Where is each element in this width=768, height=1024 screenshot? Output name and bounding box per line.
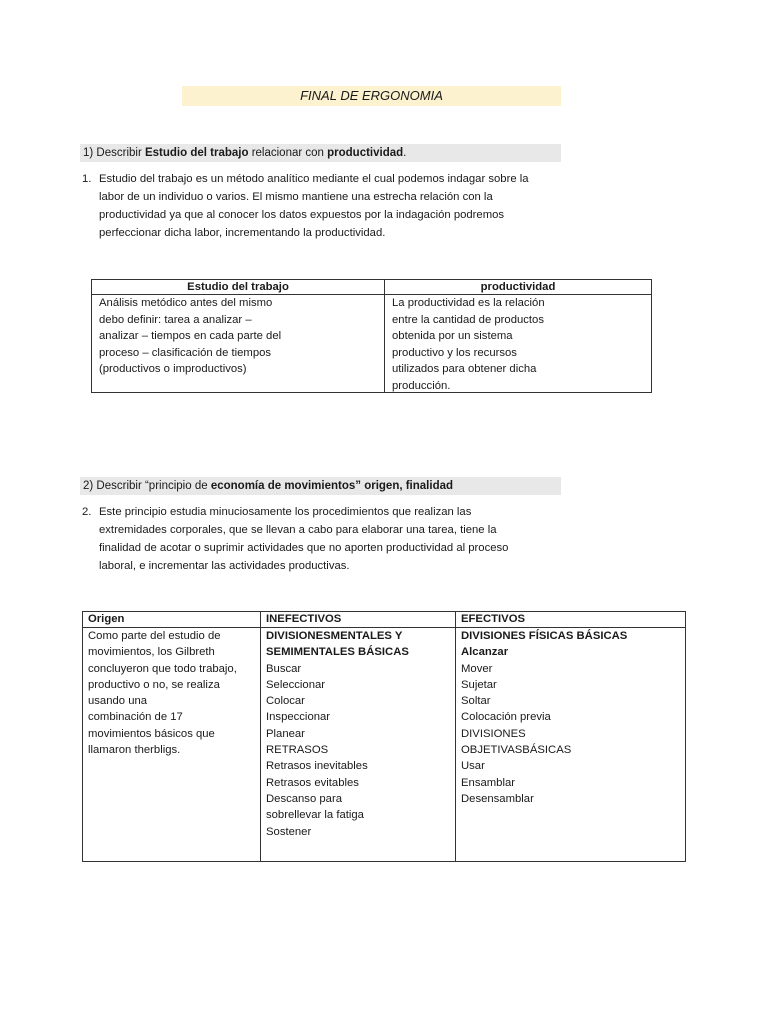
cell-line: usando una [88, 695, 148, 708]
cell-line: productivo y los recursos [392, 346, 517, 359]
cell-line: Sujetar [461, 678, 497, 691]
paragraph-line: laboral, e incrementar las actividades productivas. [99, 560, 350, 572]
paragraph-line: Este principio estudia minuciosamente los procedimientos que realizan las [99, 506, 472, 518]
cell-line: (productivos o improductivos) [99, 363, 247, 375]
paragraph-line: Estudio del trabajo es un método analítico mediante el cual podemos indagar sobre la [99, 173, 529, 185]
cell-line: RETRASOS [266, 744, 329, 757]
section-1-heading-suffix: . [403, 147, 407, 159]
cell-line-bold: Alcanzar [461, 646, 509, 659]
cell-line: La productividad es la relación [392, 297, 545, 309]
cell-line: Análisis metódico antes del mismo [99, 297, 273, 309]
cell-line: movimientos, los Gilbreth [88, 646, 215, 659]
cell-line: sobrellevar la fatiga [266, 809, 364, 822]
cell-line: Seleccionar [266, 678, 326, 691]
cell-line: Como parte del estudio de [88, 630, 221, 642]
cell-line: Planear [266, 727, 305, 740]
table-cell-inefectivos [261, 628, 456, 862]
paragraph-line: perfeccionar dicha labor, incrementando la productividad. [99, 227, 386, 239]
paragraph-line: labor de un individuo o varios. El mismo mantiene una estrecha relación con la [99, 191, 493, 203]
section-2-paragraph [80, 503, 560, 575]
cell-line: movimientos básicos que [88, 727, 215, 740]
cell-line: producción. [392, 379, 451, 392]
cell-line-bold: DIVISIONESMENTALES Y [266, 630, 403, 642]
list-number: 1. [82, 173, 92, 185]
cell-line: combinación de 17 [88, 711, 183, 724]
table-cell-efectivos [456, 628, 686, 862]
section-2-heading [80, 477, 561, 495]
section-1-heading [80, 144, 561, 162]
cell-line: Desensamblar [461, 792, 534, 805]
cell-line: productivo o no, se realiza [88, 678, 220, 691]
cell-line: Retrasos inevitables [266, 760, 368, 773]
cell-line: Sostener [266, 825, 312, 838]
cell-line-bold: DIVISIONES FÍSICAS BÁSICAS [461, 630, 628, 642]
cell-line: Retrasos evitables [266, 776, 359, 789]
cell-line: Colocar [266, 695, 305, 708]
table-header: EFECTIVOS [456, 612, 686, 628]
table-header: Estudio del trabajo [92, 280, 385, 295]
cell-line: Ensamblar [461, 776, 515, 789]
section-1-heading-prefix: 1) Describir [83, 147, 145, 159]
table-cell-origen [83, 628, 261, 862]
cell-line: Colocación previa [461, 711, 551, 724]
table-cell-productividad [385, 295, 652, 393]
paragraph-line: extremidades corporales, que se llevan a cabo para elaborar una tarea, tiene la [99, 524, 497, 536]
cell-line: Buscar [266, 662, 302, 675]
cell-line-bold: SEMIMENTALES BÁSICAS [266, 646, 409, 659]
section-1-heading-mid: relacionar con [248, 147, 328, 159]
table-estudio-productividad [91, 279, 652, 393]
document-title [182, 86, 561, 106]
cell-line: Mover [461, 662, 493, 675]
paragraph-line: productividad ya que al conocer los datos expuestos por la indagación podremos [99, 209, 505, 221]
list-number: 2. [82, 506, 92, 518]
cell-line: analizar – tiempos en cada parte del [99, 330, 282, 342]
cell-line: utilizados para obtener dicha [392, 363, 537, 375]
cell-line: Soltar [461, 695, 491, 708]
cell-line: concluyeron que todo trabajo, [88, 662, 237, 675]
paragraph-line: finalidad de acotar o suprimir actividades que no aporten productividad al proceso [99, 542, 509, 554]
cell-line: llamaron therbligs. [88, 744, 181, 757]
table-cell-estudio [92, 295, 385, 393]
cell-line: obtenida por un sistema [392, 330, 513, 342]
cell-line: debo definir: tarea a analizar – [99, 313, 252, 326]
cell-line: Descanso para [266, 792, 342, 805]
cell-line: Usar [461, 760, 485, 773]
section-1-heading-bold-2: productividad [327, 147, 404, 159]
cell-line: proceso – clasificación de tiempos [99, 346, 272, 359]
section-1-paragraph [80, 170, 560, 242]
document-title-text: FINAL DE ERGONOMIA [300, 88, 443, 103]
cell-line: Inspeccionar [266, 711, 331, 724]
table-header: INEFECTIVOS [261, 612, 456, 628]
cell-line: OBJETIVASBÁSICAS [461, 744, 572, 757]
table-header: productividad [385, 280, 652, 295]
table-header: Origen [83, 612, 261, 628]
section-2-heading-prefix: 2) Describir “principio de [83, 480, 211, 492]
cell-line: entre la cantidad de productos [392, 313, 544, 326]
cell-line: DIVISIONES [461, 727, 526, 740]
table-movimientos [82, 611, 686, 862]
section-1-heading-bold-1: Estudio del trabajo [144, 147, 249, 159]
section-2-heading-bold: economía de movimientos” origen, finalidad [210, 480, 454, 492]
